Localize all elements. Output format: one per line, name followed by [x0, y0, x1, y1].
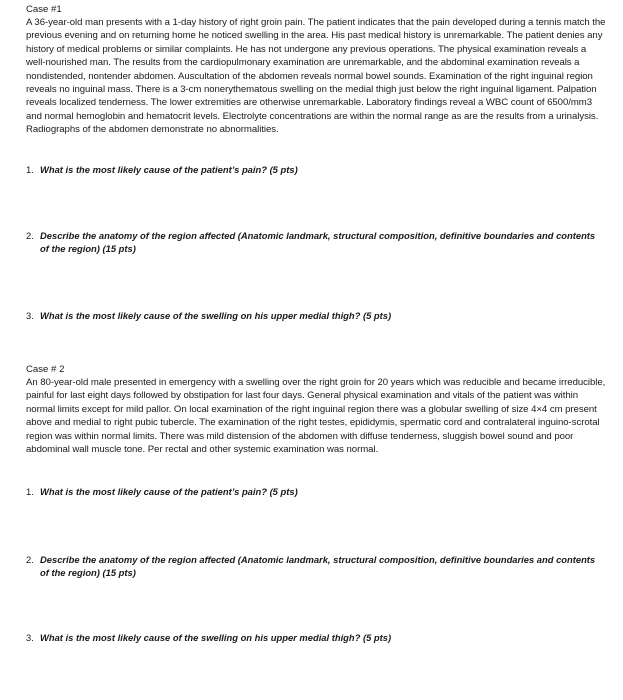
case-title: Case # 2 [26, 364, 65, 375]
question-number: 3. [26, 632, 34, 643]
question-number: 3. [26, 310, 34, 321]
question-number: 1. [26, 486, 34, 497]
case-2-question-1 [26, 486, 298, 499]
case-description: A 36-year-old man presents with a 1-day history of right groin pain. The patient indicates that the pain developed during a tennis match the previous evening and on returning home he noticed swelling in the area. His past medical history is unremarkable. The patient denies any history of medical problems or similar complaints. He has not undergone any previous operations. The physical examination reveals a well-nourished man. The results from the cardiopulmonary examination are unremarkable, and the abdominal examination reveals a nondistended, nontender abdomen. Auscultation of the abdomen reveals normal bowel sounds. Examination of the right inguinal region reveals no inguinal mass. There is a 3-cm nonerythematous swelling on the medial thigh just below the right inguinal ligament. Palpation reveals localized tenderness. The lower extremities are otherwise unremarkable. Laboratory findings reveal a WBC count of 6500/mm3 and normal hemoglobin and hematocrit levels. Electrolyte concentrations are within the normal range as are the results from a urinalysis. Radiographs of the abdomen demonstrate no abnormalities. [26, 17, 606, 136]
case-description: An 80-year-old male presented in emergency with a swelling over the right groin for 20 years which was reducible and became irreducible, painful for last eight days followed by obstipation for last four days. General physical examination and vitals of the patient was within normal limits except for mild pallor. On local examination of the right inguinal region there was a globular swelling of size 4×4 cm present above and medial to right pubic tubercle. The examination of the right testes, epididymis, spermatic cord and contralateral inguino-scrotal region was within normal limits. There was mild distension of the abdomen with diffuse tenderness, sluggish bowel sound and poor abdominal wall muscle tone. Per rectal and other systemic examination was normal. [26, 377, 606, 456]
case-1-question-1 [26, 164, 298, 177]
question-number: 1. [26, 164, 34, 175]
question-text: What is the most likely cause of the patient’s pain? (5 pts) [40, 486, 298, 497]
question-text: What is the most likely cause of the patient’s pain? (5 pts) [40, 164, 298, 175]
case-1 [26, 4, 606, 137]
case-2-question-2 [26, 554, 606, 579]
question-text: What is the most likely cause of the swelling on his upper medial thigh? (5 pts) [40, 632, 392, 643]
question-text: What is the most likely cause of the swelling on his upper medial thigh? (5 pts) [40, 310, 392, 321]
case-2-question-3 [26, 632, 391, 645]
question-number: 2. [26, 230, 34, 241]
case-1-question-2 [26, 230, 606, 255]
question-text: Describe the anatomy of the region affected (Anatomic landmark, structural composition, definitive boundaries and contents of the region) (15 pts) [40, 554, 596, 578]
case-1-question-3 [26, 310, 391, 323]
question-text: Describe the anatomy of the region affected (Anatomic landmark, structural composition, definitive boundaries and contents of the region) (15 pts) [40, 230, 596, 254]
case-title: Case #1 [26, 4, 62, 15]
question-number: 2. [26, 554, 34, 565]
case-2 [26, 364, 606, 456]
